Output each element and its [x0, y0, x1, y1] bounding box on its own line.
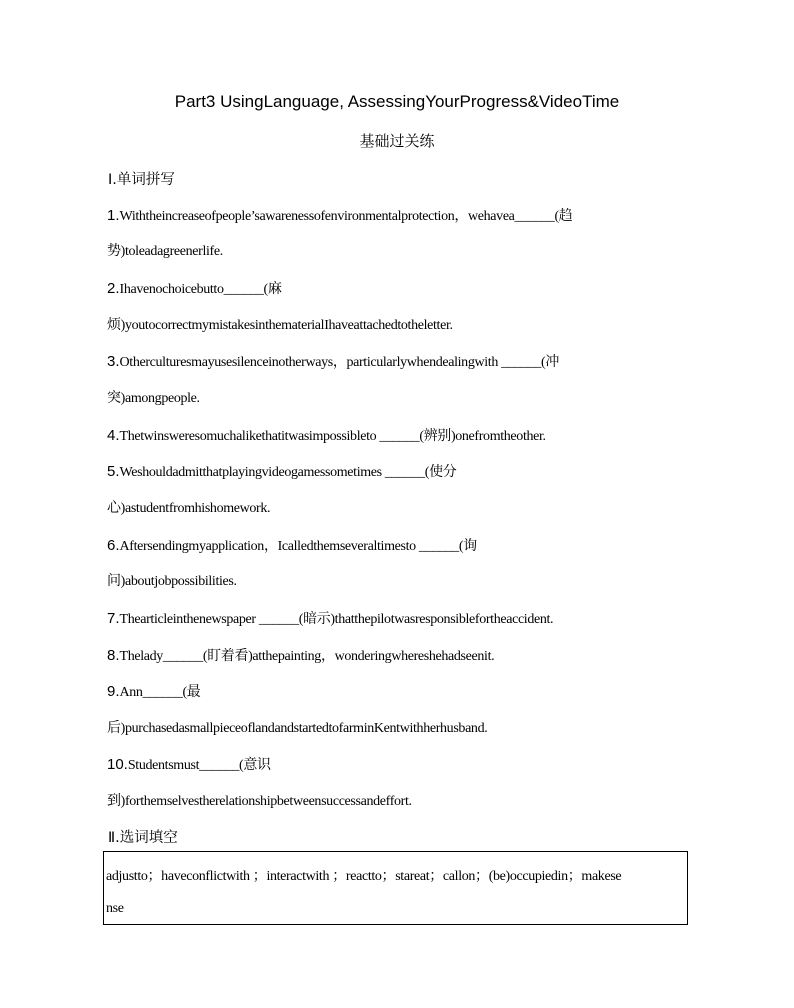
exercise-item-6: [107, 535, 477, 555]
item-text: Thelady______(盯着看)atthepainting，wonderingwhereshehadseenit.: [119, 649, 495, 664]
item-number: 5.: [107, 463, 120, 480]
item-text: Aftersendingmyapplication，Icalledthemseveraltimesto ______(询: [119, 539, 477, 554]
item-text: Ann______(最: [119, 685, 201, 700]
exercise-item-1: [107, 205, 572, 225]
exercise-item-continuation: 问)aboutjobpossibilities.: [107, 574, 237, 589]
item-number: 8.: [107, 647, 120, 664]
exercise-item-9: [107, 681, 200, 701]
item-text: Thearticleinthenewspaper ______(暗示)thatthepilotwasresponsiblefortheaccident.: [119, 612, 554, 627]
item-number: 10.: [107, 756, 128, 773]
exercise-item-7: [107, 608, 553, 628]
item-number: 9.: [107, 683, 120, 700]
item-text: Withtheincreaseofpeople’sawarenessofenvironmentalprotection，wehavea______(趋: [119, 209, 573, 224]
exercise-item-10: [107, 754, 271, 774]
item-number: 2.: [107, 280, 120, 297]
exercise-item-continuation: 烦)youtocorrectmymistakesinthematerialIhaveattachedtotheletter.: [107, 318, 453, 333]
item-number: 1.: [107, 207, 120, 224]
page-title: Part3 UsingLanguage, AssessingYourProgress&VideoTime: [174, 92, 620, 111]
item-number: 7.: [107, 610, 120, 627]
word-bank-box: [103, 851, 688, 925]
item-number: 3.: [107, 353, 120, 370]
item-text: Otherculturesmayusesilenceinotherways，particularlywhendealingwith ______(冲: [119, 355, 559, 370]
word-bank-line: adjustto；haveconflictwith ；interactwith ；reactto；stareat；callon；(be)occupiedin；makese: [106, 869, 622, 884]
exercise-item-8: [107, 645, 494, 665]
exercise-item-3: [107, 351, 559, 371]
item-number: 4.: [107, 427, 120, 444]
item-text: Ihavenochoicebutto______(麻: [119, 282, 282, 297]
item-text: Thetwinsweresomuchalikethatitwasimpossibleto ______(辨别)onefromtheother.: [119, 429, 546, 444]
exercise-item-2: [107, 278, 281, 298]
item-text: Weshouldadmitthatplayingvideogamessometimes ______(使分: [119, 465, 457, 480]
word-bank-line: nse: [106, 901, 124, 916]
page-subtitle: 基础过关练: [359, 132, 435, 150]
exercise-item-continuation: 到)forthemselvestherelationshipbetweensuccessandeffort.: [107, 794, 412, 809]
section-heading-fill-in: Ⅱ.选词填空: [108, 830, 178, 846]
exercise-item-4: [107, 425, 546, 445]
item-text: Studentsmust______(意识: [127, 758, 271, 773]
exercise-item-continuation: 势)toleadagreenerlife.: [107, 244, 223, 259]
item-number: 6.: [107, 537, 120, 554]
exercise-item-5: [107, 461, 456, 481]
exercise-item-continuation: 后)purchasedasmallpieceoflandandstartedtofarminKentwithherhusband.: [107, 721, 488, 736]
section-heading-spelling: Ⅰ.单词拼写: [108, 172, 175, 188]
exercise-item-continuation: 心)astudentfromhishomework.: [107, 501, 271, 516]
exercise-item-continuation: 突)amongpeople.: [107, 391, 200, 406]
